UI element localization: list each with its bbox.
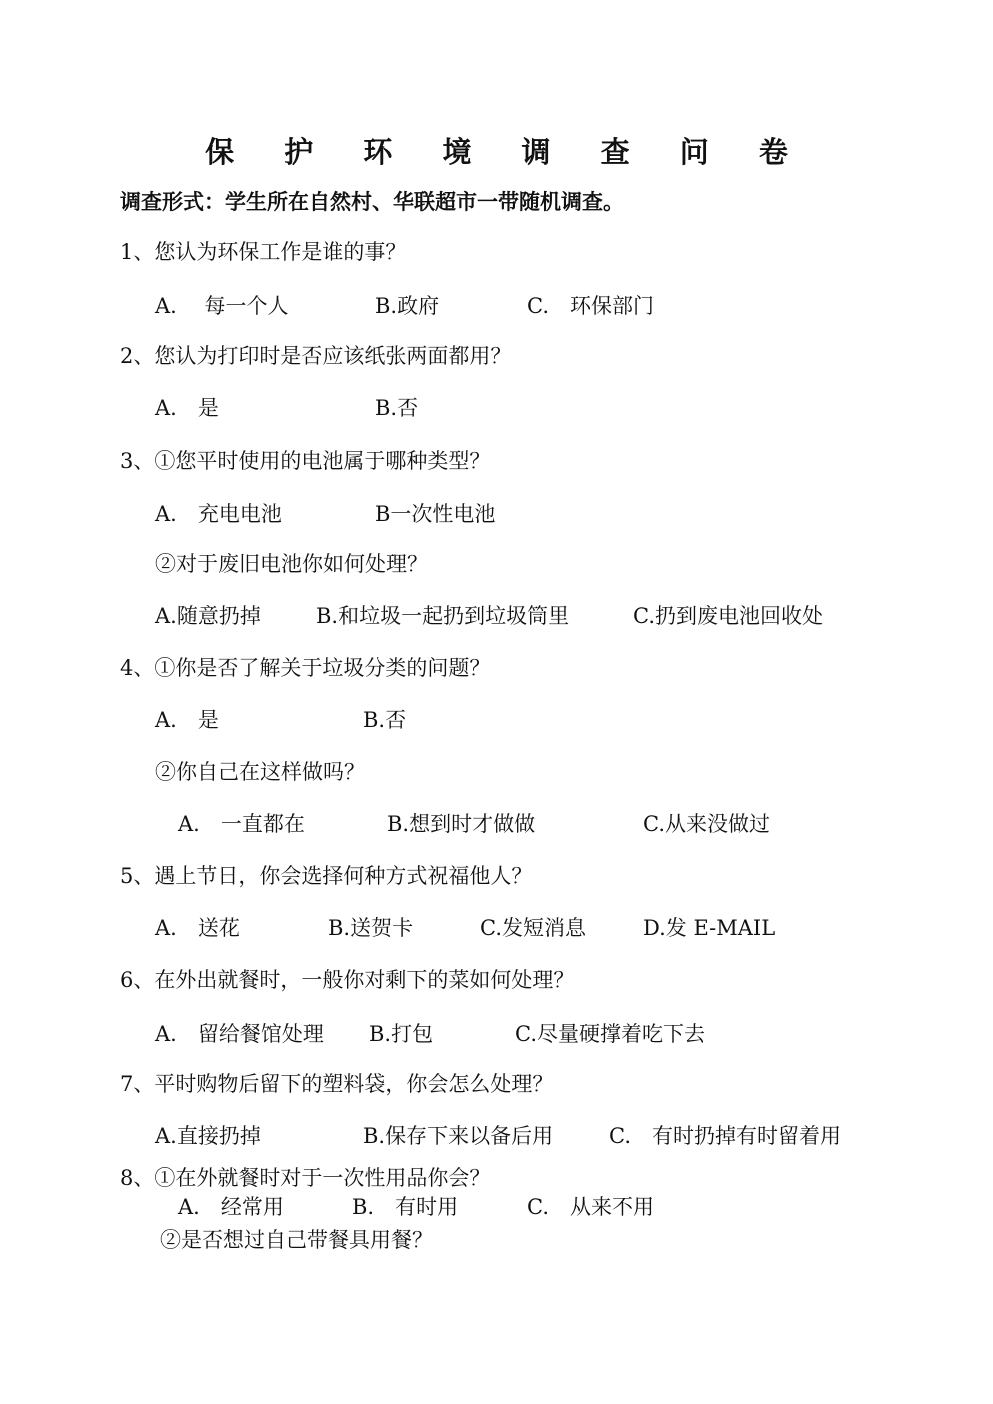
page-title: 保 护 环 境 调 查 问 卷 [205,135,808,169]
q7-option-c: C. 有时扔掉有时留着用 [609,1124,841,1148]
q3b-option-c: C.扔到废电池回收处 [633,604,823,628]
question-2: 2、您认为打印时是否应该纸张两面都用？ [120,344,512,368]
question-8-part-2: ②是否想过自己带餐具用餐？ [160,1228,433,1252]
q6-option-c: C.尽量硬撑着吃下去 [515,1022,705,1046]
q2-option-a: A. 是 [155,396,219,420]
question-3-part-2: ②对于废旧电池你如何处理？ [155,552,428,576]
q8-option-c: C. 从来不用 [527,1195,654,1219]
q8-option-b: B. 有时用 [352,1195,459,1219]
survey-subtitle: 调查形式：学生所在自然村、华联超市一带随机调查。 [120,189,624,214]
q3-option-b: B一次性电池 [375,502,496,526]
q7-option-b: B.保存下来以备后用 [363,1124,554,1148]
q4b-option-b: B.想到时才做做 [387,812,536,836]
q4b-option-c: C.从来没做过 [643,812,770,836]
q4b-option-a: A. 一直都在 [178,812,305,836]
question-5: 5、遇上节日，你会选择何种方式祝福他人？ [120,864,533,888]
q7-option-a: A.直接扔掉 [155,1124,261,1148]
question-7: 7、平时购物后留下的塑料袋，你会怎么处理？ [120,1072,554,1096]
q4-option-a: A. 是 [155,708,219,732]
q3b-option-a: A.随意扔掉 [155,604,261,628]
question-6: 6、在外出就餐时，一般你对剩下的菜如何处理？ [120,968,575,992]
q1-option-b: B.政府 [375,294,440,318]
q6-option-b: B.打包 [369,1022,434,1046]
q8-option-a: A. 经常用 [178,1195,284,1219]
q5-option-a: A. 送花 [155,916,240,940]
q2-option-b: B.否 [375,396,419,420]
q4-option-b: B.否 [363,708,407,732]
q5-option-b: B.送贺卡 [328,916,414,940]
q5-option-d: D.发 E-MAIL [643,916,776,940]
question-3-part-1: 3、①您平时使用的电池属于哪种类型？ [120,449,491,473]
q5-option-c: C.发短消息 [480,916,586,940]
question-4-part-2: ②你自己在这样做吗？ [155,760,365,784]
q1-option-c: C. 环保部门 [527,294,654,318]
question-1: 1、您认为环保工作是谁的事？ [120,240,407,264]
question-4-part-1: 4、①你是否了解关于垃圾分类的问题？ [120,656,491,680]
q3b-option-b: B.和垃圾一起扔到垃圾筒里 [316,604,570,628]
q1-option-a: A. 每一个人 [155,294,289,318]
q6-option-a: A. 留给餐馆处理 [155,1022,324,1046]
question-8-part-1: 8、①在外就餐时对于一次性用品你会？ [120,1166,491,1190]
q3-option-a: A. 充电电池 [155,502,282,526]
